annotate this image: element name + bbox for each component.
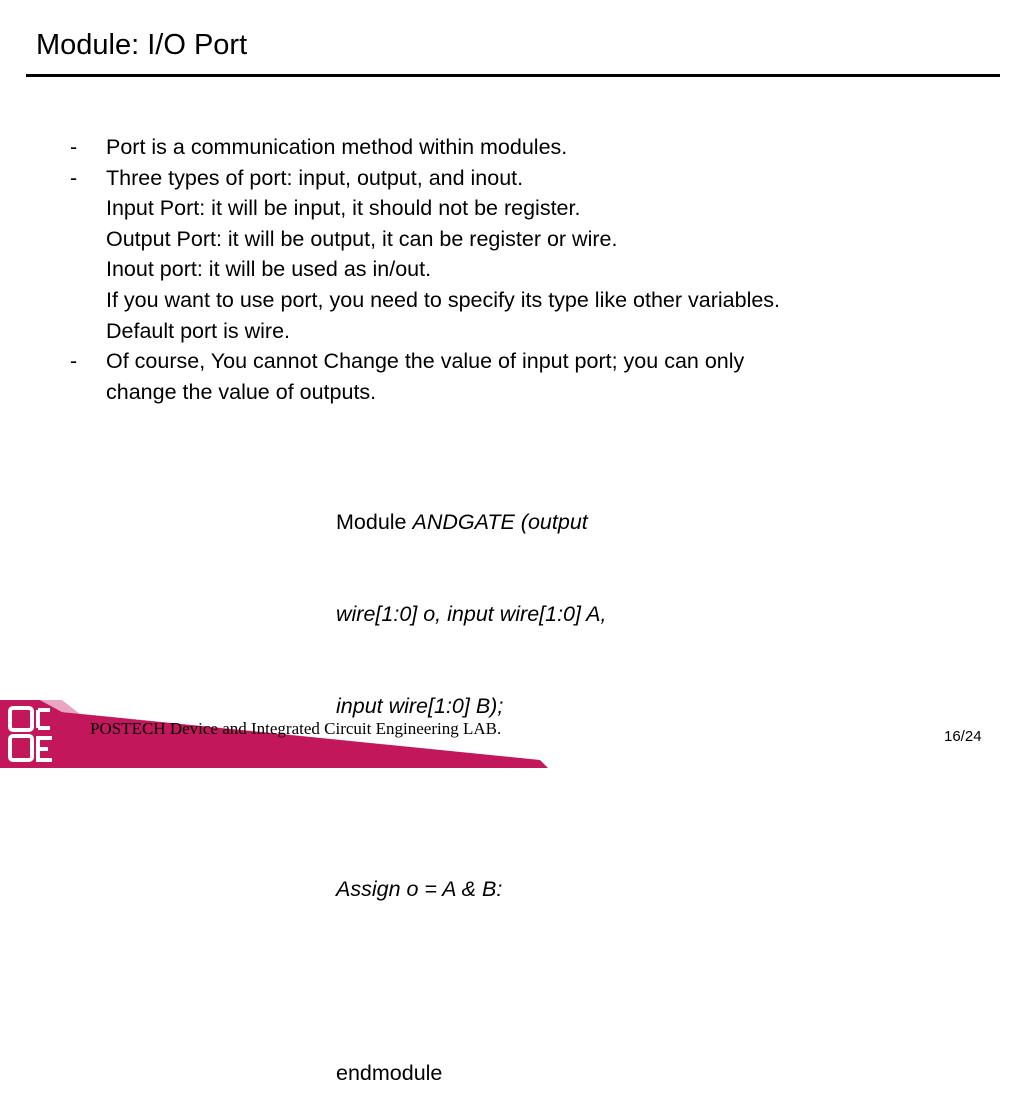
footer-lab-name: POSTECH Device and Integrated Circuit Engineering LAB. xyxy=(90,719,502,738)
bullet-dash: - xyxy=(70,349,78,374)
code-keyword: Module xyxy=(336,510,413,535)
bullet-dash: - xyxy=(70,135,78,159)
bullet-item xyxy=(70,163,970,347)
bullet-line: Output Port: it will be output, it can be register or wire. xyxy=(106,226,618,251)
bullet-list xyxy=(70,132,970,407)
slide-title: Module: I/O Port xyxy=(36,29,248,61)
code-line: input wire[1:0] B); xyxy=(336,693,504,718)
page-number: 16/24 xyxy=(944,728,982,745)
code-line xyxy=(336,507,696,538)
title-divider xyxy=(26,74,1000,77)
bullet-line: Of course, You cannot Change the value of input port; you can only xyxy=(106,349,745,374)
bullet-dash: - xyxy=(70,165,78,190)
code-example xyxy=(336,446,696,1119)
code-line: Assign o = A & B: xyxy=(336,877,503,902)
bullet-line: Three types of port: input, output, and inout. xyxy=(106,165,524,190)
bullet-line: Inout port: it will be used as in/out. xyxy=(106,257,432,282)
code-line: endmodule xyxy=(336,1060,443,1085)
bullet-item xyxy=(70,346,970,407)
code-line: wire[1:0] o, input wire[1:0] A, xyxy=(336,601,607,626)
bullet-line: If you want to use port, you need to specify its type like other variables. xyxy=(106,287,781,312)
code-text: ANDGATE (output xyxy=(412,510,588,535)
bullet-line: Input Port: it will be input, it should not be register. xyxy=(106,196,581,221)
code-blank-line xyxy=(336,966,696,997)
bullet-line: change the value of outputs. xyxy=(106,379,377,404)
bullet-line: Port is a communication method within modules. xyxy=(106,135,568,159)
code-blank-line xyxy=(336,783,696,814)
bullet-item xyxy=(70,132,970,163)
bullet-line: Default port is wire. xyxy=(106,318,291,343)
